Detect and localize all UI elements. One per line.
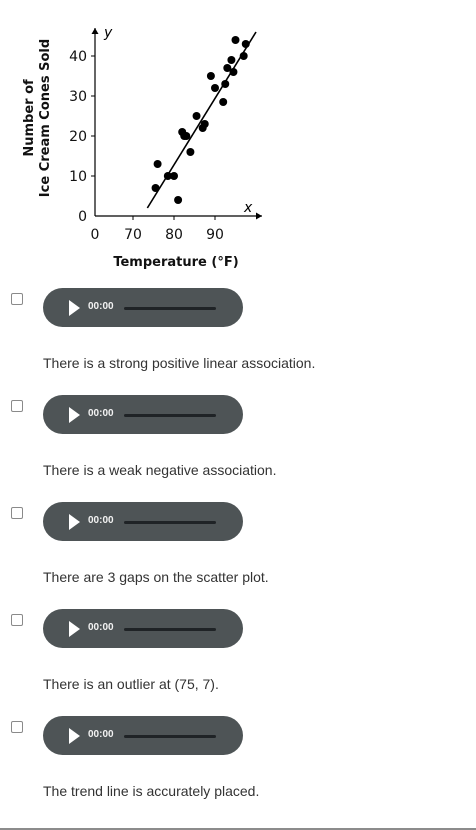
- data-point: [242, 40, 250, 48]
- option-text-3: There are 3 gaps on the scatter plot.: [43, 569, 269, 585]
- audio-progress-track-3[interactable]: [124, 521, 216, 524]
- scatter-plot: [0, 0, 476, 280]
- data-point: [221, 80, 229, 88]
- y-tick-label: 10: [69, 169, 87, 185]
- y-axis-title-line-2: Ice Cream Cones Sold: [38, 38, 53, 198]
- audio-progress-track-1[interactable]: [124, 307, 216, 310]
- y-tick-label: 30: [69, 89, 87, 105]
- data-point: [229, 68, 237, 76]
- x-axis-title: Temperature (°F): [113, 255, 239, 270]
- play-icon[interactable]: [69, 300, 80, 316]
- data-point: [174, 196, 182, 204]
- audio-player-1[interactable]: [43, 288, 243, 327]
- audio-time-2: 00:00: [88, 408, 114, 419]
- option-text-5: The trend line is accurately placed.: [43, 783, 260, 799]
- y-tick-label: 0: [78, 209, 87, 225]
- data-point: [227, 56, 235, 64]
- trend-line: [147, 32, 256, 208]
- data-point: [193, 112, 201, 120]
- audio-player-2[interactable]: [43, 395, 243, 434]
- data-point: [182, 132, 190, 140]
- checkbox-2[interactable]: [11, 400, 23, 412]
- chart-svg: [0, 0, 476, 280]
- x-tick-label: 0: [90, 227, 100, 243]
- answer-option-2: [0, 395, 476, 502]
- checkbox-4[interactable]: [11, 614, 23, 626]
- data-point: [211, 84, 219, 92]
- play-icon[interactable]: [69, 514, 80, 530]
- option-text-2: There is a weak negative association.: [43, 462, 277, 478]
- audio-progress-track-4[interactable]: [124, 628, 216, 631]
- checkbox-5[interactable]: [11, 721, 23, 733]
- data-point: [152, 184, 160, 192]
- x-tick-label: 90: [206, 227, 224, 243]
- x-axis-letter: x: [244, 200, 253, 216]
- answer-option-3: [0, 502, 476, 609]
- checkbox-1[interactable]: [11, 293, 23, 305]
- play-icon[interactable]: [69, 728, 80, 744]
- data-point: [207, 72, 215, 80]
- data-point: [201, 120, 209, 128]
- play-icon[interactable]: [69, 407, 80, 423]
- answer-option-1: [0, 288, 476, 395]
- checkbox-3[interactable]: [11, 507, 23, 519]
- option-text-1: There is a strong positive linear association.: [43, 355, 316, 371]
- audio-progress-track-2[interactable]: [124, 414, 216, 417]
- play-icon[interactable]: [69, 621, 80, 637]
- data-point: [170, 172, 178, 180]
- audio-player-5[interactable]: [43, 716, 243, 755]
- answer-option-5: [0, 716, 476, 823]
- x-tick-label: 80: [165, 227, 183, 243]
- data-point: [240, 52, 248, 60]
- data-point: [232, 36, 240, 44]
- data-point: [154, 160, 162, 168]
- y-tick-label: 20: [69, 129, 87, 145]
- audio-player-4[interactable]: [43, 609, 243, 648]
- x-tick-label: 70: [124, 227, 142, 243]
- y-axis-title-line-1: Number of: [22, 79, 37, 157]
- audio-player-3[interactable]: [43, 502, 243, 541]
- audio-time-3: 00:00: [88, 515, 114, 526]
- audio-time-5: 00:00: [88, 729, 114, 740]
- data-point: [186, 148, 194, 156]
- y-tick-label: 40: [69, 49, 87, 65]
- y-axis-arrow: [92, 28, 99, 34]
- y-axis-letter: y: [104, 25, 113, 41]
- answer-option-4: [0, 609, 476, 716]
- x-axis-arrow: [256, 213, 262, 220]
- audio-time-4: 00:00: [88, 622, 114, 633]
- data-point: [219, 98, 227, 106]
- audio-progress-track-5[interactable]: [124, 735, 216, 738]
- option-text-4: There is an outlier at (75, 7).: [43, 676, 219, 692]
- audio-time-1: 00:00: [88, 301, 114, 312]
